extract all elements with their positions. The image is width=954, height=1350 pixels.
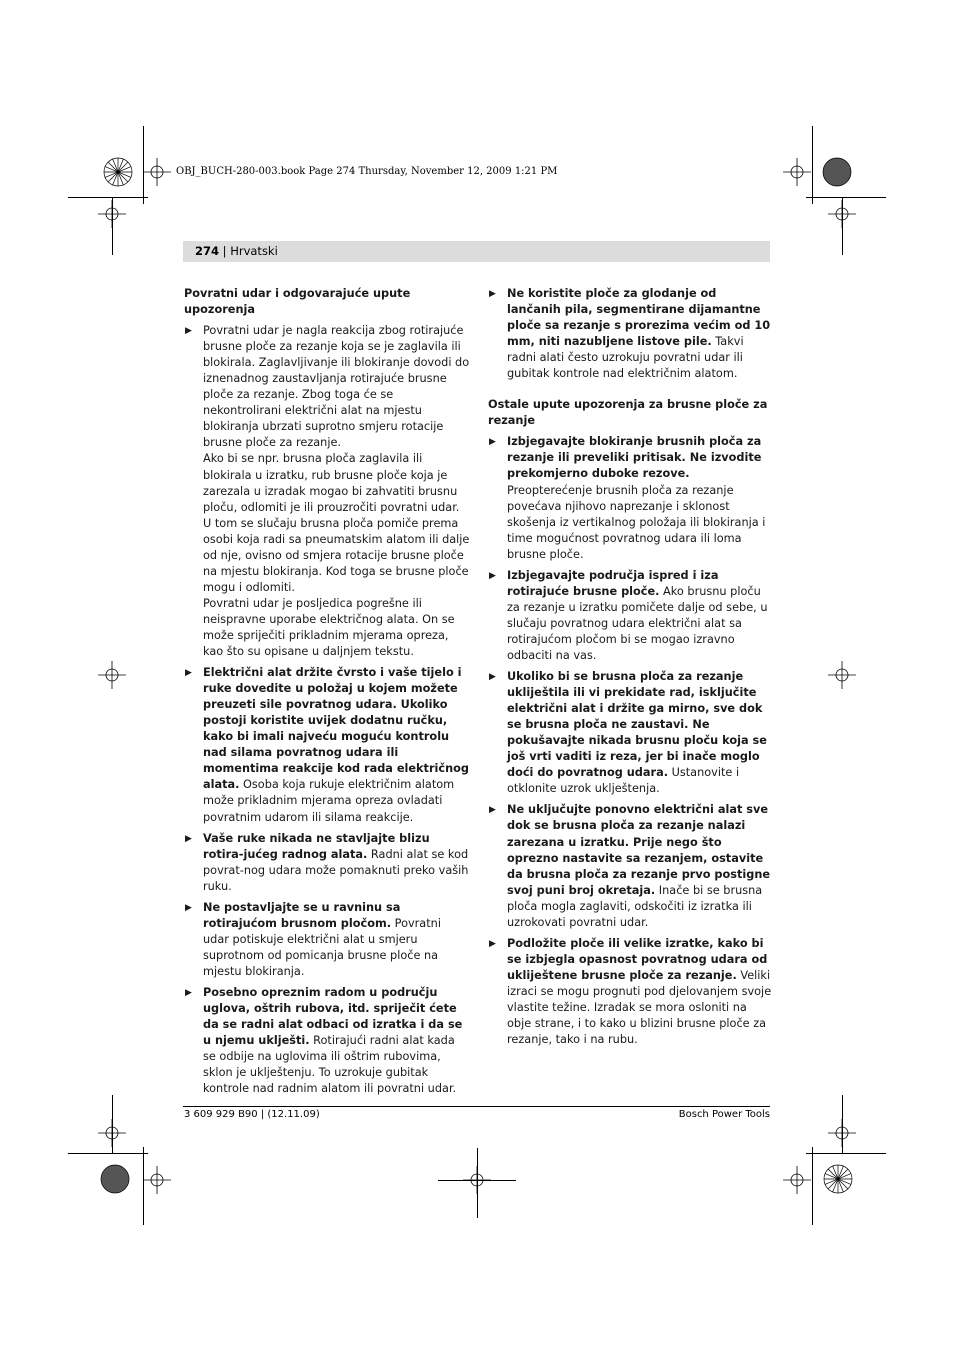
item-bold-text: Izbjegavajte područja ispred i iza rotirajuće brusne ploče. bbox=[507, 568, 719, 598]
crop-line bbox=[806, 197, 886, 198]
crop-line bbox=[68, 197, 148, 198]
list-item bbox=[184, 900, 470, 980]
item-text: Rotirajući radni alat kada se odbije na uglovima ili oštrim rubovima, sklon je uklještenju. To uzrokuje gubitak kontrole nad radnim alatom ili povratni udar. bbox=[203, 1034, 457, 1096]
list-item bbox=[488, 568, 772, 664]
bullet-arrow-icon: ▶ bbox=[185, 987, 192, 998]
crop-line bbox=[806, 1153, 886, 1154]
bullet-arrow-icon: ▶ bbox=[185, 902, 192, 913]
header-language: Hrvatski bbox=[230, 244, 278, 258]
item-bold-text: Vaše ruke nikada ne stavljajte blizu rotira-jućeg radnog alata. bbox=[203, 831, 430, 861]
item-text: Inače bi se brusna ploča mogla zaglaviti, odskočiti iz izratka ili uzrokovati povratni udar. bbox=[507, 883, 763, 929]
item-bold-text: Ne uključujte ponovno električni alat sve dok se brusna ploča za rezanje nalazi zarezana u izratku. Prije nego što oprezno nastavite sa rezanjem, ostavite da brusna ploča za rezanje prvo postigne svoj puni broj okretaja. bbox=[507, 803, 771, 897]
item-bold-text: Električni alat držite čvrsto i vaše tijelo i ruke dovedite u položaj u kojem možete preuzeti sile povratnog udara. Ukoliko postoji koristite uvijek dodatnu ručku, kako bi imali najveću moguću kontrolu nad silama povratnog udara ili momentima reakcije kod rada električnog alata. bbox=[203, 666, 469, 792]
bullet-arrow-icon: ▶ bbox=[185, 668, 192, 679]
list-item bbox=[184, 985, 470, 1097]
list-item bbox=[184, 665, 470, 825]
page-number: 274 bbox=[195, 244, 220, 258]
crop-line bbox=[112, 1095, 113, 1153]
printer-info: OBJ_BUCH-280-003.book Page 274 Thursday, November 12, 2009 1:21 PM bbox=[176, 166, 558, 177]
crop-line bbox=[143, 1147, 144, 1225]
bullet-arrow-icon: ▶ bbox=[489, 938, 496, 949]
list-item bbox=[488, 936, 772, 1048]
item-bold-text: Posebno opreznim radom u području uglova, oštrih rubova, itd. spriječit ćete da se radni alat odbaci od izratka i da se u njemu uklješti. bbox=[203, 985, 463, 1048]
crop-line bbox=[842, 1095, 843, 1153]
left-column bbox=[184, 286, 470, 1102]
item-text: Radni alat se kod povrat-nog udara može pomaknuti preko vaših ruku. bbox=[203, 847, 469, 893]
item-text: Takvi radni alati često uzrokuju povratni udar ili gubitak kontrole nad električnim alatom. bbox=[507, 335, 744, 381]
item-text: Osoba koja rukuje električnim alatom može prikladnim mjerama opreza ovladati povratnim udarom ili silama reakcije. bbox=[203, 778, 455, 824]
section-heading: Povratni udar i odgovarajuće upute upozorenja bbox=[184, 287, 411, 317]
list-item bbox=[184, 831, 470, 895]
item-extra-text: Ako bi se npr. brusna ploča zaglavila ili blokirala u izratku, rub brusne ploče koja je zarezala u izradak mogao bi zahvatiti brusnu ploču, odlomiti je ili prouzročiti povratni udar. U tom se slučaju brusna ploča pomiče prema osobi koja radi sa pneumatskim alatom ili dalje od nje, ovisno od smjera rotacije brusne ploče na mjestu blokiranja. Kod toga se brusne ploče mogu i odlomiti. bbox=[203, 452, 470, 594]
crop-line bbox=[68, 1153, 148, 1154]
bullet-arrow-icon: ▶ bbox=[185, 833, 192, 844]
registration-mark-bottom-right bbox=[818, 1159, 858, 1199]
right-column bbox=[488, 286, 772, 1053]
crosshair-mark bbox=[783, 1166, 811, 1194]
crop-line bbox=[812, 1147, 813, 1225]
bullet-arrow-icon: ▶ bbox=[185, 326, 192, 337]
bullet-arrow-icon: ▶ bbox=[489, 437, 496, 448]
item-text: Ustanovite i otklonite uzrok uklještenja. bbox=[507, 766, 740, 796]
item-bold-text: Ne postavljajte se u ravninu sa rotirajućom brusnom pločom. bbox=[203, 900, 401, 930]
item-extra-text: Povratni udar je posljedica pogrešne ili neispravne uporabe električnog alata. On se može spriječiti prikladnim mjerama opreza, kao što su opisane u daljnjem tekstu. bbox=[203, 596, 455, 659]
header-text bbox=[195, 244, 278, 258]
crosshair-mark bbox=[143, 1166, 171, 1194]
item-bold-text: Ukoliko bi se brusna ploča za rezanje uklijеštila ili vi prekidate rad, isključite električni alat i držite ga mirno, sve dok se brusna ploča ne zaustavi. Ne pokušavajte nikada brusnu ploču koja se još vrti vaditi iz reza, jer bi inače moglo doći do povratnog udara. bbox=[507, 670, 767, 780]
list-item bbox=[488, 434, 772, 562]
list-item bbox=[488, 669, 772, 797]
registration-mark-top-right bbox=[817, 152, 857, 192]
list-item bbox=[488, 802, 772, 930]
bullet-arrow-icon: ▶ bbox=[489, 570, 496, 581]
item-text: Povratni udar je nagla reakcija zbog rotirajuće brusne ploče za rezanje koja se je zaglavila ili blokirala. Zaglavljivanje ili blokiranje dovodi do iznenadnog zaustavljanja rotirajuće brusne ploče za rezanje. Zbog toga će se nekontrolirani električni alat na mjestu blokiranja ubrzati suprotno smjeru rotacije brusne ploče za rezanje. bbox=[203, 324, 470, 450]
footer-rule bbox=[183, 1106, 770, 1107]
bullet-arrow-icon: ▶ bbox=[489, 289, 496, 299]
footer-brand: Bosch Power Tools bbox=[678, 1109, 770, 1120]
item-bold-text: Ne koristite ploče za glodanje od lančanih pila, segmentirane dijamantne ploče sa rezanje s prorezima većim od 10 mm, niti nazubljene listove pile. bbox=[507, 287, 771, 349]
item-text: Preopterećenje brusnih ploča za rezanje povećava njihovo naprezanje i sklonost skošenja iz vertikalnog položaja ili blokiranja i time mogućnost povratnog udara ili loma brusne ploče. bbox=[507, 483, 766, 561]
header-separator: | bbox=[219, 244, 231, 258]
bullet-arrow-icon: ▶ bbox=[489, 805, 496, 816]
crop-line bbox=[812, 126, 813, 204]
item-bold-text: Podložite ploče ili velike izratke, kako bi se izbjegla opasnost povratnog udara od uklijеštene brusne ploče za rezanje. bbox=[507, 936, 768, 982]
item-text: Ako brusnu ploču za rezanje u izratku pomičete dalje od sebe, u slučaju povratnog udara električni alat sa rotirajućom pločom bi se mogao izravno odbaciti na vas. bbox=[507, 584, 768, 662]
section-heading: Ostale upute upozorenja za brusne ploče za rezanje bbox=[488, 398, 768, 428]
registration-mark-bottom-left bbox=[95, 1159, 135, 1199]
crop-line bbox=[112, 197, 113, 255]
list-item bbox=[184, 323, 470, 660]
page-header bbox=[183, 241, 770, 262]
crop-line bbox=[143, 126, 144, 204]
bullet-arrow-icon: ▶ bbox=[489, 672, 496, 683]
spacer bbox=[488, 387, 772, 397]
crosshair-mark bbox=[828, 661, 856, 689]
list-item bbox=[488, 286, 772, 382]
registration-mark-top-left bbox=[98, 152, 138, 192]
item-text: Veliki izraci se mogu prognuti pod djelovanjem svoje vlastite težine. Izradak se mora osloniti na obje strane, i to kako u blizini brusne ploče za rezanje, tako i na rubu. bbox=[507, 968, 772, 1047]
crosshair-mark bbox=[98, 661, 126, 689]
footer-doc-number: 3 609 929 B90 | (12.11.09) bbox=[184, 1109, 320, 1120]
item-bold-text: Izbjegavajte blokiranje brusnih ploča za rezanje ili preveliki pritisak. Ne izvodite prekomjerno duboke rezove. bbox=[507, 435, 762, 481]
crosshair-mark bbox=[783, 158, 811, 186]
crop-line bbox=[477, 1148, 478, 1218]
crop-line bbox=[842, 197, 843, 255]
crosshair-mark bbox=[143, 158, 171, 186]
item-text: Povratni udar potiskuje električni alat u smjeru suprotnom od pomicanja brusne ploče na mjestu blokiranja. bbox=[203, 916, 441, 978]
